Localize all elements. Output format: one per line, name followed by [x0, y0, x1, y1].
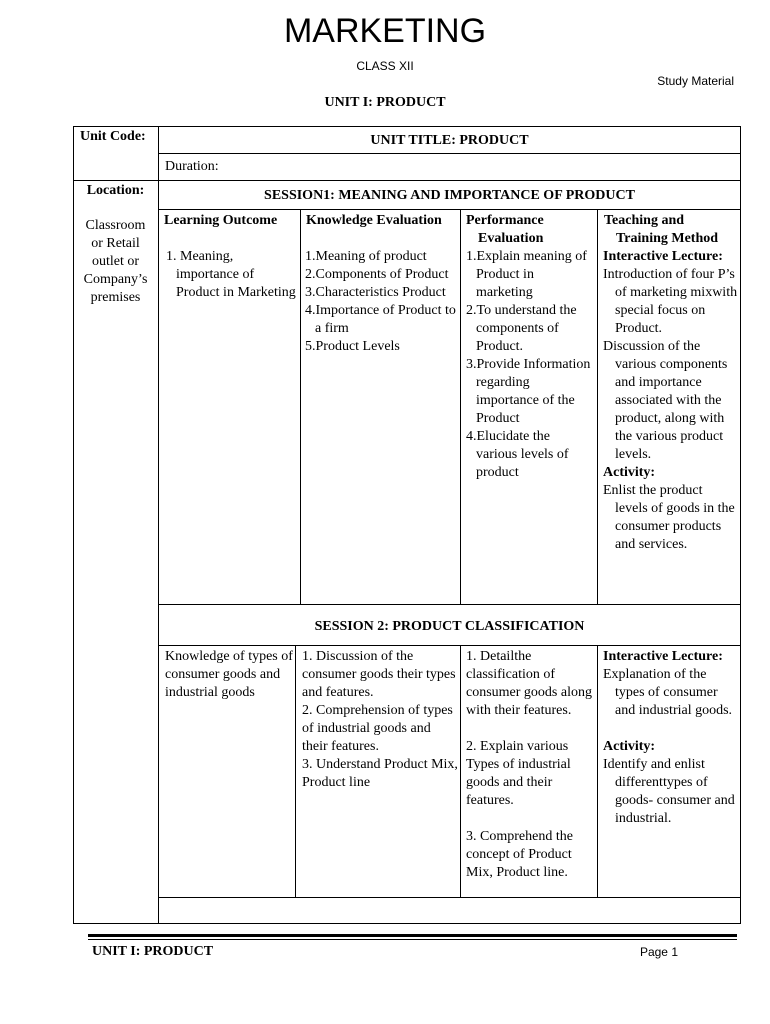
session1-learning-outcome: 1. Meaning, importance of Product in Marketing — [166, 249, 296, 300]
table-divider — [158, 126, 159, 924]
col-performance-evaluation: Performance Evaluation — [466, 213, 544, 246]
unit-title: UNIT TITLE: PRODUCT — [370, 133, 529, 148]
footer-rule — [88, 939, 737, 940]
table-divider — [295, 645, 296, 897]
session2-title: SESSION 2: PRODUCT CLASSIFICATION — [314, 619, 585, 634]
list-item: 3.Characteristics Product — [305, 285, 446, 300]
list-item: 3. Understand Product Mix, Product line — [302, 757, 458, 790]
table-divider — [158, 209, 741, 210]
unit-code-label: Unit Code: — [80, 129, 146, 144]
table-divider — [158, 604, 741, 605]
footer-rule — [88, 934, 737, 937]
table-divider — [300, 209, 301, 604]
table-divider — [158, 153, 741, 154]
table-divider — [460, 209, 461, 604]
session2-learning-outcome: Knowledge of types of consumer goods and industrial goods — [165, 649, 293, 700]
list-item: 1.Explain meaning of Product in marketing — [466, 249, 587, 300]
page-title: MARKETING — [283, 12, 487, 50]
study-material-label: Study Material — [657, 74, 734, 88]
list-item: 3. Comprehend the concept of Product Mix, Product line. — [466, 829, 573, 880]
duration-label: Duration: — [165, 159, 219, 174]
session2-performance-list — [466, 648, 594, 882]
list-item: 4.Importance of Product to a firm — [305, 303, 456, 336]
col-knowledge-evaluation: Knowledge Evaluation — [306, 213, 442, 228]
location-text: Classroom or Retail outlet or Company’s premises — [83, 218, 148, 305]
session2-knowledge-list — [302, 648, 458, 792]
list-item: 5.Product Levels — [305, 339, 400, 354]
list-item: 2.Components of Product — [305, 267, 449, 282]
page-number: Page 1 — [639, 945, 678, 959]
footer-unit-label: UNIT I: PRODUCT — [92, 944, 214, 959]
list-item: 4.Elucidate the various levels of product — [466, 429, 569, 480]
class-label: CLASS XII — [356, 59, 414, 73]
table-divider — [73, 180, 741, 181]
table-divider — [158, 645, 741, 646]
list-item: 2. Explain various Types of industrial goods and their features. — [466, 739, 571, 808]
list-item: 2.To understand the components of Product. — [466, 303, 577, 354]
list-item: 1. Discussion of the consumer goods their types and features. — [302, 649, 456, 700]
table-divider — [597, 209, 598, 604]
col-teaching-method: Teaching and Training Method — [604, 213, 719, 246]
list-item: 3.Provide Information regarding importance of the Product — [466, 357, 591, 426]
session1-title: SESSION1: MEANING AND IMPORTANCE OF PRODUCT — [264, 188, 635, 203]
session1-performance-list — [466, 248, 594, 482]
session1-teaching: Interactive Lecture: Introduction of four P’s of marketing mixwith special focus on Product. Discussion of the various components and importance associated with the product, along with the various product levels. Activity: Enlist the product levels of goods in the consumer products and services. — [603, 249, 738, 552]
session2-teaching: Interactive Lecture: Explanation of the types of consumer and industrial goods. Activity: Identify and enlist differenttypes of goods- consumer and industrial. — [603, 649, 735, 826]
table-divider — [460, 645, 461, 897]
unit-heading: UNIT I: PRODUCT — [324, 95, 446, 110]
list-item: 1. Detailthe classification of consumer goods along with their features. — [466, 649, 592, 718]
table-divider — [597, 645, 598, 897]
list-item: 1.Meaning of product — [305, 249, 427, 264]
list-item: 2. Comprehension of types of industrial goods and their features. — [302, 703, 453, 754]
session1-knowledge-list — [305, 248, 458, 356]
table-divider — [158, 897, 741, 898]
location-label: Location: — [86, 183, 145, 198]
col-learning-outcome: Learning Outcome — [164, 213, 278, 228]
